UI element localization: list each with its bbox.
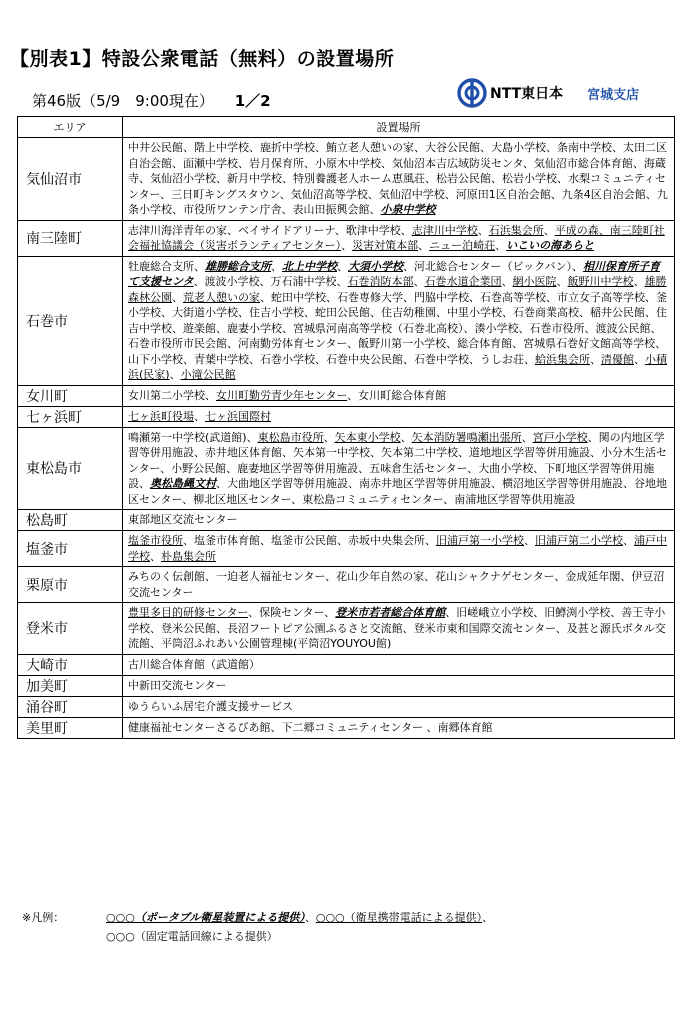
place-satellite-phone: 蛤浜集会所: [535, 352, 590, 366]
legend-label: ※凡例：: [22, 911, 65, 924]
place-text: 女川第二小学校、: [128, 388, 216, 402]
legend-fixed-line: ○○○（固定電話回線による提供）: [106, 930, 278, 943]
place-portable-satellite: 北上中学校: [282, 259, 337, 273]
place-satellite-phone: 豊里多目的研修センター: [128, 606, 249, 619]
place-satellite-phone: 志津川中学校: [411, 223, 478, 237]
area-name: 南三陸町: [18, 220, 123, 256]
place-text: 、塩釜市体育館、塩釜市公民館、赤坂中央集会所、: [183, 534, 436, 547]
place-text: 、: [495, 239, 507, 252]
place-text: 、: [524, 534, 535, 547]
installation-places: [123, 510, 675, 531]
place-satellite-phone: 七ヶ浜国際村: [205, 409, 271, 423]
table-row: [18, 696, 675, 717]
place-text: 、: [418, 239, 430, 252]
branch-name: 宮城支店: [587, 87, 640, 103]
table-row: [18, 406, 675, 427]
table-row: [18, 531, 675, 567]
place-text: ゆうらいふ居宅介護支援サービス: [128, 699, 293, 713]
place-text: 志津川海洋青年の家、ベイサイドアリーナ、歌津中学校、: [128, 223, 412, 237]
table-row: [18, 220, 675, 256]
place-satellite-phone: 矢本消防署鳴瀬出張所: [411, 430, 522, 444]
installation-places: [123, 406, 675, 427]
table-row: [18, 654, 675, 675]
place-satellite-phone: 小滝公民館: [180, 368, 236, 381]
installation-table: [17, 116, 675, 739]
place-text: 、: [194, 409, 205, 423]
place-text: 、: [556, 275, 568, 288]
place-portable-satellite: いこいの海あらと: [506, 239, 595, 252]
place-text: 、女川町総合体育館: [347, 388, 447, 402]
place-satellite-phone: 浦戸中学校: [128, 534, 667, 563]
place-text: 東部地区交流センター: [128, 513, 238, 527]
installation-places: [123, 531, 675, 567]
place-text: 鳴瀬第一中学校(武道館)、: [128, 430, 258, 444]
place-text: 、: [413, 275, 425, 288]
installation-places: [123, 717, 675, 738]
place-text: 古川総合体育館（武道館）: [128, 657, 260, 671]
area-name: 七ヶ浜町: [18, 406, 123, 427]
place-portable-satellite: 登米市若者総合体育館: [335, 606, 446, 619]
place-text: 、: [337, 259, 348, 273]
table-row: [18, 138, 675, 221]
column-header-places: 設置場所: [123, 117, 675, 138]
place-text: 健康福祉センターさるびあ館、下二郷コミュニティセンター 、南郷体育館: [128, 720, 493, 734]
place-satellite-phone: 東松島市役所: [257, 430, 324, 444]
edition-info: [32, 90, 271, 111]
table-row: [18, 510, 675, 531]
place-satellite-phone: 荒老人憩いの家: [183, 290, 260, 304]
place-satellite-phone: 災害対策本部: [352, 239, 419, 252]
place-portable-satellite: 相川保育所子育て支援センタ: [128, 259, 660, 288]
place-satellite-phone: 雄勝森林公園: [128, 275, 667, 304]
place-text: 、: [501, 275, 513, 288]
legend-portable-satellite: ○○○（ポータブル衛星装置による提供）: [106, 911, 305, 924]
place-text: 、: [150, 549, 161, 563]
place-satellite-phone: 平成の森、南三陸町社会福祉協議会（災害ボランティアセンター）: [128, 223, 665, 252]
place-satellite-phone: 旧浦戸第一小学校: [436, 534, 524, 547]
place-satellite-phone: 石巻消防本部: [347, 275, 414, 288]
place-satellite-phone: 小積浜(民家): [128, 352, 667, 381]
installation-places: [123, 603, 675, 655]
place-satellite-phone: 清優館: [601, 352, 634, 366]
place-text: 中新田交流センター: [128, 678, 227, 692]
area-name: 加美町: [18, 675, 123, 696]
page-number: 1／2: [234, 92, 271, 110]
legend-line-1: ※凡例： ○○○（ポータブル衛星装置による提供）、○○○（衛星携帯電話による提供）、: [22, 908, 493, 927]
installation-places: [123, 567, 675, 603]
place-text: 、河北総合センター（ビックバン）、: [403, 259, 583, 273]
area-name: 登米市: [18, 603, 123, 655]
place-text: 、: [323, 430, 335, 444]
area-name: 東松島市: [18, 427, 123, 510]
area-name: 女川町: [18, 385, 123, 406]
place-portable-satellite: 雄勝総合支所: [205, 259, 271, 273]
installation-places: [123, 696, 675, 717]
table-body: [18, 138, 675, 739]
place-text: 、: [341, 239, 353, 252]
place-text: 、: [633, 275, 645, 288]
company-name: NTT東日本: [490, 86, 564, 102]
area-name: 松島町: [18, 510, 123, 531]
area-name: 石巻市: [18, 256, 123, 385]
installation-places: [123, 256, 675, 385]
place-text: 、: [400, 430, 412, 444]
place-text: 、関の内地区学習等併用施設、赤井地区体育館、矢本第一中学校、矢本第二中学校、道地地区学習等併用施設、小分木生活センター、小野公民館、鹿妻地区学習等併用施設、五味倉生活センター、大曲小学校、下町地区学習等併用施設、: [128, 430, 667, 490]
installation-places: [123, 427, 675, 510]
place-portable-satellite: 大須小学校: [348, 259, 403, 273]
installation-places: [123, 654, 675, 675]
place-satellite-phone: ニュー泊崎荘: [429, 239, 496, 252]
place-text: 、旧嵯峨立小学校、旧鱒渕小学校、善王寺小学校、登米公民館、長沼フートピア公園ふるさと交流館、登米市東和国際交流センター、及甚と源氏ボタル交流館、平筒沼ふれあい公園管理棟(平筒沼YOUYOU館): [128, 606, 666, 650]
place-satellite-phone: 網小医院: [512, 275, 557, 288]
place-satellite-phone: 宮戸小学校: [532, 430, 588, 444]
area-name: 涌谷町: [18, 696, 123, 717]
place-text: 、渡波小学校、万石浦中学校、: [193, 275, 348, 288]
place-portable-satellite: 奥松島縄文村: [150, 477, 216, 490]
area-name: 気仙沼市: [18, 138, 123, 221]
column-header-area: エリア: [18, 117, 123, 138]
place-satellite-phone: 塩釜市役所: [128, 534, 183, 547]
place-text: 、: [521, 430, 533, 444]
table-row: [18, 427, 675, 510]
table-row: [18, 567, 675, 603]
table-row: [18, 256, 675, 385]
ntt-logo-icon: [457, 78, 487, 108]
table-row: [18, 717, 675, 738]
area-name: 美里町: [18, 717, 123, 738]
page-title: 【別表1】特設公衆電話（無料）の設置場所: [10, 48, 395, 70]
legend-line-2: [22, 927, 493, 946]
place-text: 、: [172, 290, 183, 304]
installation-places: [123, 220, 675, 256]
place-text: 、: [634, 352, 645, 366]
place-portable-satellite: 小泉中学校: [380, 203, 436, 216]
place-text: 中井公民館、階上中学校、鹿折中学校、鮪立老人憩いの家、大谷公民館、大島小学校、条南中学校、太田二区自治会館、面瀬中学校、岩月保育所、小原木中学校、気仙沼本吉広域防災センタ、気仙沼市総合体育館、海蔵寺、気仙沼小学校、新月中学校、特別養護老人ホーム恵風荘、松岩公民館、松岩小学校、水梨コミュニティセンター、三日町キングスタウン、気仙沼高等学校、気仙沼中学校、河原田1区自治会館、九条4区自治会館、九条小学校、市役所ワンテン庁舎、表山田振興会館、: [128, 141, 668, 216]
place-text: 、: [271, 259, 282, 273]
place-satellite-phone: 矢本東小学校: [334, 430, 401, 444]
place-text: 、蛇田中学校、石巻専修大学、門脇中学校、石巻高等学校、市立女子高等学校、釜小学校、大街道小学校、住吉小学校、蛇田公民館、住吉幼稚園、中里小学校、石巻商業高校、稲井公民館、住吉中学校、遊楽館、鹿妻小学校、宮城県河南高等学校（石巻北高校）、湊小学校、石巻市役所、渡波公民館、石巻市役所市民会館、河南勤労体育センター、飯野川第一小学校、総合体育館、宮城県石巻好文館高等学校、山下小学校、青葉中学校、石巻小学校、石巻中央公民館、石巻中学校、うしお荘、: [128, 290, 667, 366]
place-text: 、保険センター、: [248, 606, 336, 619]
area-name: 栗原市: [18, 567, 123, 603]
table-row: [18, 675, 675, 696]
place-text: 、: [477, 223, 489, 237]
place-text: 、: [590, 352, 601, 366]
installation-places: [123, 138, 675, 221]
installation-places: [123, 385, 675, 406]
installation-places: [123, 675, 675, 696]
legend: [22, 908, 493, 946]
place-satellite-phone: 旧浦戸第二小学校: [535, 534, 623, 547]
place-text: 、: [169, 368, 181, 381]
area-name: 塩釜市: [18, 531, 123, 567]
area-name: 大崎市: [18, 654, 123, 675]
place-text: 、: [543, 223, 555, 237]
place-text: 牡鹿総合支所、: [128, 259, 205, 273]
place-satellite-phone: 飯野川中学校: [567, 275, 634, 288]
place-satellite-phone: 朴島集会所: [161, 549, 216, 563]
place-satellite-phone: 石巻水道企業団: [424, 275, 502, 288]
place-satellite-phone: 七ヶ浜町役場: [128, 409, 194, 423]
legend-satellite-phone: ○○○（衛星携帯電話による提供）: [315, 911, 483, 924]
place-satellite-phone: 女川町勤労青少年センター: [216, 388, 348, 402]
table-header-row: [18, 117, 675, 138]
place-text: みちのく伝創館、一迫老人福祉センター、花山少年自然の家、花山シャクナゲセンター、金成延年閣、伊豆沼交流センター: [128, 570, 665, 599]
place-text: 、大曲地区学習等併用施設、南赤井地区学習等併用施設、横沼地区学習等併用施設、谷地地区センター、柳北区地区センター、東松島コミュニティセンター、南浦地区学習等供用施設: [128, 477, 667, 506]
edition-label: 第46版（5/9 9:00現在）: [32, 92, 214, 110]
table-row: [18, 603, 675, 655]
place-text: 、: [623, 534, 634, 547]
company-logo: [457, 78, 639, 108]
place-satellite-phone: 石浜集会所: [488, 223, 544, 237]
table-row: [18, 385, 675, 406]
